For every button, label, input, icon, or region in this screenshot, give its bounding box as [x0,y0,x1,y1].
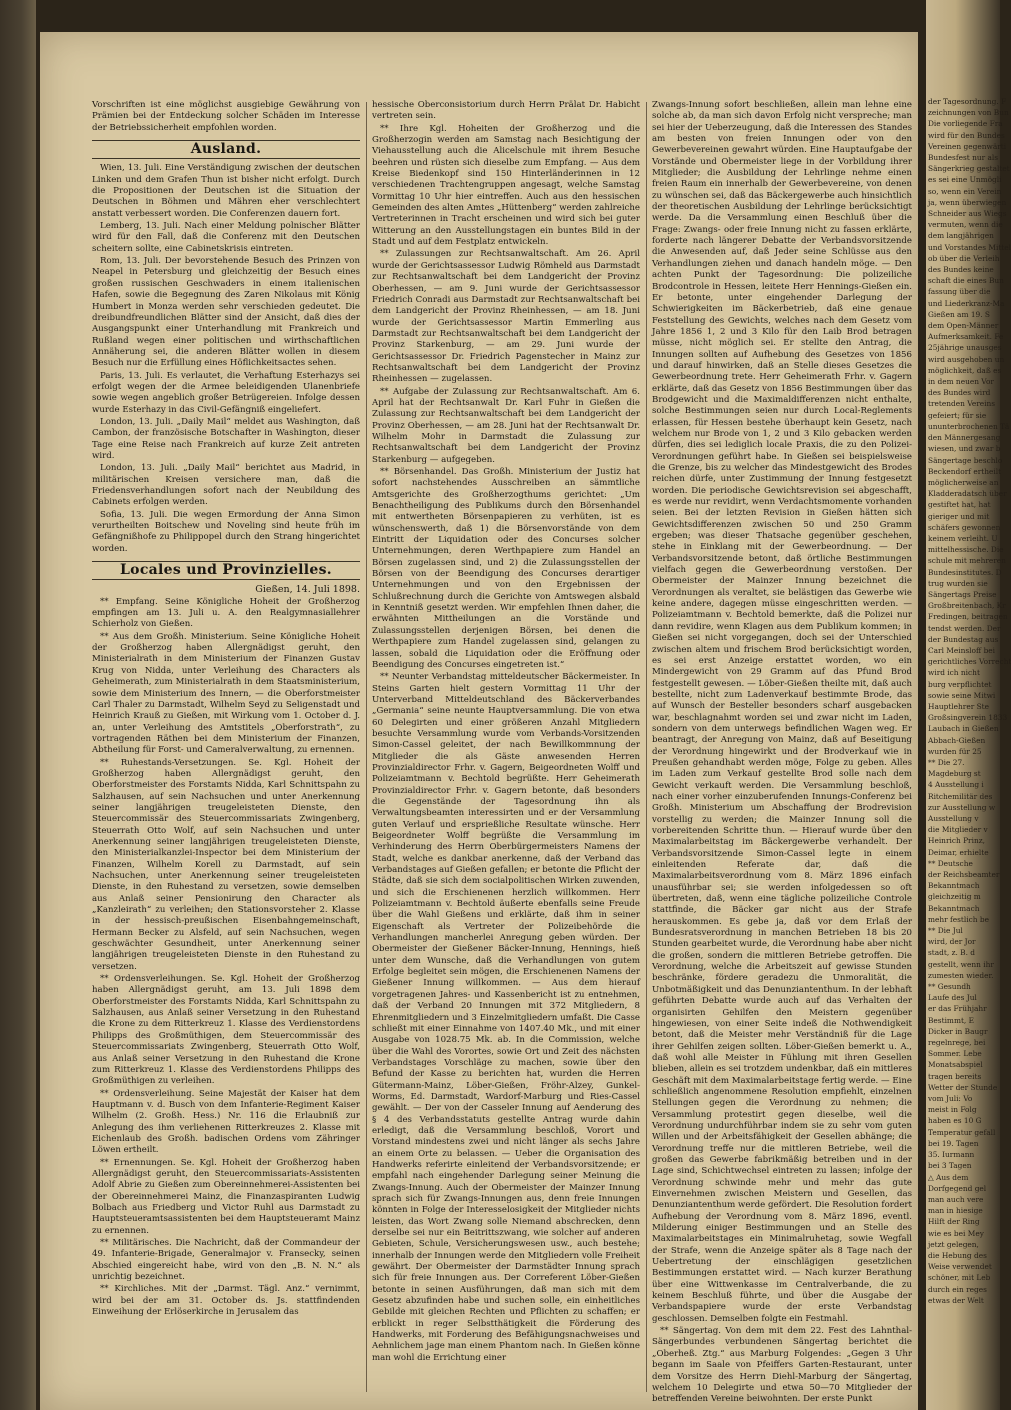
news-paragraph: London, 13. Juli. „Daily Mail“ meldet aus Washington, daß Cambon, der französische Botschafter in Washington, dieser Tage eine Reise nach Frankreich auf kurze Zeit antreten wird. [92,416,360,461]
strip-line: der Bundestag aus [928,634,999,644]
strip-line: 4 Ausstellung i [928,780,984,790]
strip-line: tendst werden. Der [928,623,1001,633]
strip-line: bei 19. Tagen [928,1138,979,1148]
news-paragraph: Sofia, 13. Juli. Die wegen Ermordung der Anna Simon verurtheilten Boitschew und Noveling sind heute früh im Gefängnißhofe zu Philippopel durch den Strang hingerichtet worden. [92,509,360,554]
strip-line: schule mit mehreren [928,556,1006,566]
section-title-ausland: Ausland. [92,140,360,159]
strip-line: Abbach-Gießen [928,735,986,745]
local-paragraph: ** Militärisches. Die Nachricht, daß der Commandeur der 49. Infanterie-Brigade, Generalmajor v. Fransecky, seinen Abschied eingereicht habe, wird von den „B. N. N.“ als unrichtig bezeichnet. [92,1238,360,1283]
news-paragraph: London, 13. Juli. „Daily Mail“ berichtet aus Madrid, in militärischen Kreisen versichere man, daß die Friedensverhandlungen sofort nach der Neubildung des Cabinets erfolgen werden. [92,463,360,508]
strip-line: Bekanntmach [928,881,980,891]
strip-line: Kladderadatsch über [928,489,1007,499]
strip-line: wird, der Jor [928,937,976,947]
strip-line: Schneider aus Wiegs [928,209,1007,219]
strip-line: Dicker in Baugr [928,1026,988,1036]
strip-line: haben es 10 G [928,1116,982,1126]
strip-line: Sängerkrieg gestaltet [928,164,1010,174]
strip-line: etwas der Welt [928,1295,984,1305]
column-rule [646,102,647,1392]
strip-line: so, wenn ein Verein [928,186,1002,196]
local-paragraph: hessische Oberconsistorium durch Herrn Prälat Dr. Habicht vertreten sein. [372,100,640,122]
strip-line: gefeiert; für sie [928,410,987,420]
strip-line: Hilft der Ring [928,1217,980,1227]
strip-line: er das Frühjahr [928,1004,987,1014]
strip-line: des Bundes keine [928,265,994,275]
strip-line: Beckendorf ertheilt [928,466,1002,476]
strip-line: gerichtliches Vorrecht [928,657,1011,667]
local-paragraph: ** Ihre Kgl. Hoheiten der Großherzog und die Großherzogin werden am Samstag nach Besichtigung der Viehausstellung auch die Alicelschule mit ihrem Besuche beehren und rüsten sich dieselbe zum Empfang. — Aus dem Kreise Biedenkopf sind 150 Hinterländerinnen in 12 verschiedenen Trachtengruppen angesagt, welche Samstag Vormittag 10 Uhr hier eintreffen. Auch aus den hessischen Gemeinden des alten Amtes „Hüttenberg“ werden zahlreiche Vertreterinnen in Tracht erscheinen und wird sich bei guter Witterung an den Ausstellungstagen ein buntes Bild in der Stadt und auf dem Festplatz entwickeln. [372,123,640,248]
strip-line: burg verpflichtet [928,679,992,689]
strip-line: schöner, mit Leb [928,1273,991,1283]
news-paragraph: Lemberg, 13. Juli. Nach einer Meldung polnischer Blätter wird für den Fall, daß die Conferenz mit den Deutschen scheitern sollte, eine Cabinetskrisis eintreten. [92,221,360,254]
strip-line: Ritchemilitär des [928,791,993,801]
strip-line: zeichnungen von Bun [928,108,1009,118]
local-paragraph: ** Ordensverleihung. Seine Majestät der Kaiser hat dem Hauptmann v. d. Busch von dem Infanterie-Regiment Kaiser Wilhelm (2. Großh. Hess.) Nr. 116 die Erlaubniß zur Anlegung des ihm verliehenen Ritterkreuzes 2. Klasse mit Eichenlaub des Großh. badischen Ordens vom Zähringer Löwen ertheilt. [92,1088,360,1156]
strip-line: zur Ausstellung w [928,802,996,812]
strip-line: wird ausgehoben un [928,354,1005,364]
strip-line: Fredingen, beitragen [928,612,1008,622]
strip-line: Monatsabspiel [928,1060,983,1070]
local-paragraph: ** Börsenhandel. Das Großh. Ministerium der Justiz hat sofort nachstehendes Ausschreiben an sämmtliche Amtsgerichte des Großherzogthums gerichtet: „Um Benachtheiligung des Publikums durch den Börsenhandel mit entwertheten Börsenpapieren zu verhüten, ist es wünschenswerth, daß 1) die Börsenvorstände von dem Eintritt der Liquidation oder des Concurses solcher Unternehmungen, deren Werthpapiere zum Handel an Börsen zugelassen sind, und 2) die Zulassungsstellen der Börsen von der Beendigung des Concurses derartiger Unternehmungen und von den Ergebnissen der Schlußrechnung durch die Gerichte von Amtswegen alsbald in Kenntniß gesetzt werden. Wir empfehlen Ihnen daher, die erwähnten Mittheilungen an die Vorstände und Zulassungsstellen derjenigen Börsen, bei denen die Werthpapiere zum Handel zugelassen sind, gelangen zu lassen, sobald die Liquidation oder die Eröffnung oder Beendigung des Concurses eingetreten ist.“ [372,467,640,670]
strip-line: Dorfgegend gel [928,1183,987,1193]
local-paragraph: ** Empfang. Seine Königliche Hoheit der Großherzog empfingen am 13. Juli u. A. den Realgymnasiallehrer Schierholz von Gießen. [92,596,360,630]
strip-line: Großbreitenbach, Kr [928,601,1006,611]
strip-line: ** Gesundh [928,982,971,992]
strip-line: stadt, z. B. d [928,948,976,958]
strip-line: man in hiesige [928,1206,983,1216]
strip-line: durch ein reges [928,1284,987,1294]
strip-line: Hauptlehrer Ste [928,701,990,711]
local-paragraph: ** Ordensverleihungen. Se. Kgl. Hoheit der Großherzog haben Allergnädigst geruht, am 13. Juli 1898 dem Oberforstmeister des Forstamts Nidda, Karl Schnittspahn zu Salzhausen, aus Anlaß seiner Versetzung in den Ruhestand die Krone zu dem Ritterkreuz 1. Klasse des Verdienstordens Philipps des Großmüthigen, dem Steuercommissär des Steuercommissariats Zwingenberg, Steuerrath Otto Wolf, aus Anlaß seiner Versetzung in den Ruhestand die Krone zum Ritterkreuz 1. Klasse des Verdienstordens Philipps des Großmüthigen zu verleihen. [92,974,360,1087]
strip-line: die Mitglieder v [928,825,988,835]
strip-line: ** Die 27. [928,757,965,767]
strip-line: schaft die eines Bun [928,276,1004,286]
strip-line: Temperatur gefall [928,1127,996,1137]
column-rule [366,102,367,1392]
news-paragraph: Paris, 13. Juli. Es verlautet, die Verhaftung Esterhazys sei erfolgt wegen der die Armee beleidigenden Ulanenbriefe sowie wegen angeblich großer Betrügereien. Infolge dessen wurde Esterhazy in das Civil-Gefängniß eingeliefert. [92,370,360,415]
strip-line: wurden für 25 [928,746,982,756]
local-paragraph: ** Kirchliches. Mit der „Darmst. Tägl. Anz.“ vernimmt, wird bei der am 31. October ds. Js. stattfindenden Einweihung der Erlöserkirche in Jerusalem das [92,1284,360,1318]
scan-background-left [0,0,36,1410]
local-paragraph: ** Sängertag. Von dem mit dem 22. Fest des Lahnthal-Sängerbundes verbundenen Sängertag berichtet die „Oberheß. Ztg.“ aus Marburg Folgendes: „Gegen 3 Uhr begann im Saale von Pfeiffers Garten-Restaurant, unter dem Vorsitze des Herrn Diehl-Marburg der Sängertag, welchem 10 Delegirte und etwa 50—70 Mitglieder der betreffenden Vereine beiwohnten. Der erste Punkt [652,1326,912,1405]
strip-line: zumesten wieder. [928,970,994,980]
strip-line: Ausstellung v [928,814,979,823]
local-paragraph: ** Ernennungen. Se. Kgl. Hoheit der Großherzog haben Allergnädigst geruht, den Steuercommissariats-Assistenten Adolf Abrie zu Gießen zum Obereinnehmerei-Assistenten bei der Obereinnehmerei Mainz, die Finanzaspiranten Ludwig Bolbach aus Friedberg und Victor Ruhl aus Darmstadt zu Hauptsteueramtsassistenten bei dem Hauptsteueramt Mainz zu ernennen. [92,1157,360,1236]
strip-line: Bekanntmach [928,903,980,913]
strip-line: Bundesfest nur als [928,153,999,163]
strip-line: Laubach in Gießen [928,724,999,734]
strip-line: in dem neuen Vor [928,377,994,387]
strip-line: gestellt, wenn ihr [928,959,994,969]
strip-line: Sängertage beschlo [928,455,1003,465]
strip-line: trug wurden sie [928,578,988,588]
strip-line: ja, wenn überwiegen [928,197,1007,207]
strip-line: und Vorstandes Mittel [928,242,1011,252]
strip-line: gestiftet hat, hat [928,500,991,510]
strip-line: möglicherweise an [928,477,999,487]
strip-line: mehr festlich be [928,914,989,924]
strip-line: Großsingverein 1833 [928,713,1008,723]
column-1 [92,100,360,1400]
strip-line: ** Deutsche [928,858,973,868]
strip-line: ununterbrochenen Tä [928,421,1010,431]
local-paragraph: ** Aus dem Großh. Ministerium. Seine Königliche Hoheit der Großherzog haben Allergnädigst geruht, den Ministerialrath in dem Ministerium der Finanzen Gustav Krug von Nidda, unter Verleihung des Characters als Geheimerath, zum Ministerialrath in dem Staatsministerium, sowie dem Ministerium des Innern, — die Oberforstmeister Carl Thaler zu Darmstadt, Wilhelm Seyd zu Seligenstadt und Heinrich Krauß zu Gießen, mit Wirkung vom 1. October d. J. an, unter Verleihung des Amtstitels „Oberforstrath“, zu vortragenden Räthen bei dem Ministerium der Finanzen, Abtheilung für Forst- und Cameralverwaltung, zu ernennen. [92,631,360,756]
strip-line: Deimar, erhielte [928,847,989,857]
strip-line: vom Juli: Vo [928,1094,973,1104]
strip-line: tragen bereits [928,1071,982,1081]
local-paragraph: Zwangs-Innung sofort beschließen, allein man lehne eine solche ab, da man sich davon Erfolg nicht verspreche; man sei hier der Ueberzeugung, daß die Interessen des Standes am besten von freien Innungen oder von den Gewerbevereinen gewahrt würden. Eine Hauptaufgabe der Vorstände und Obermeister liege in der Vorbildung ihrer Mitglieder; die Ausbildung der Lehrlinge nehme einen freien Raum ein innerhalb der Gewerbevereine, von denen zu wünschen sei, daß das Bäckergewerbe auch hinsichtlich der theoretischen Ausbildung der Lehrlinge berücksichtigt werde. Da die Versammlung einen Beschluß über die Frage: Zwangs- oder freie Innung nicht zu fassen erklärte, forderte nach längerer Debatte der Verbandsvorsitzende die Anwesenden auf, daß Jeder seine Schlüsse aus den Verhandlungen ziehen und danach handeln möge. — Den achten Punkt der Tagesordnung: Die polizeiliche Brodcontrole in Hessen, leitete Herr Hennings-Gießen ein. Er betonte, unter eingehender Darlegung der Schwierigkeiten im Bäckerbetrieb, daß eine genaue Feststellung des Gewichts, welches nach dem Gesetz vom Jahre 1856 1, 2 und 3 Kilo für den Laib Brod betragen müsse, nicht möglich sei. Er stellte den Antrag, die Innungen sollten auf Aufhebung des Gesetzes von 1856 und darauf hinwirken, daß an Stelle dieses Gesetzes die Gewerbeordnung trete. Herr Geheimerath Frhr. v. Gagern erklärte, daß das Gesetz von 1856 Bestimmungen über das Brodgewicht und die Maximaldifferenzen nicht enthalte, solche Bestimmungen seien nur durch Local-Reglements erlassen, für Hessen bestehe überhaupt kein Gesetz, nach welchem nur Brode von 1, 2 und 3 Kilo gebacken werden dürfen, dies sei lediglich locale Praxis, die zu den Polizei-Verordnungen geführt habe. In Gießen sei beispielsweise die Grenze, bis zu welcher das Mindestgewicht des Brodes reichen dürfe, unter Zustimmung der Innung festgesetzt worden. Die periodische Gewichtsrevision sei abgeschafft, es werde nur revidirt, wenn Verdachtsmomente vorhanden seien. Bei der letzten Revision in Gießen hätten sich Gewichtsdifferenzen zwischen 50 und 250 Gramm ergeben; was dieser Thatsache gegenüber geschehen, stehe in Einklang mit der Gewerbeordnung. — Der Verbandsvorsitzende betont, daß örtliche Bestimmungen vielfach gegen die Gewerbeordnung verstoßen. Der Obermeister der Mainzer Innung bezeichnet die Verordnungen als veraltet, sie belästigen das Gewerbe wie keine andere, dagegen müsse eingeschritten werden. — Polizeiamtmann v. Bechtold bemerkte, daß die Polizei nur dann revidire, wenn Klagen aus dem Publikum kommen; in Gießen sei nicht vorgegangen, doch sei der Unterschied zwischen altem und frischem Brod berücksichtigt worden, es sei erst Anzeige erstattet worden, wo ein Mindergewicht von 29 Gramm auf das Pfund Brod festgestellt gewesen. — Löber-Gießen theilte mit, daß auch bestellte, nicht zum Ladenverkauf bestimmte Brode, das auf Wunsch der Besteller besonders scharf ausgebacken war, beschlagnahmt worden sei und zwar nicht im Laden, sondern von dem unterwegs befindlichen Wagen weg. Er beantragt, der Anregung von Mainz, daß auf Beseitigung der Verordnung hingewirkt und der Brodverkauf wie in Preußen gehandhabt werden möge, Folge zu geben. Alles im Laden zum Verkauf gestellte Brod solle nach dem Gewicht verkauft werden. Die Versammlung beschloß, nach einer vorher einzuberufenden Innungs-Conferenz bei Großh. Ministerium um Abschaffung der Brodrevision vorstellig zu werden; die Mainzer Innung soll die vorbereitenden Schritte thun. — Hierauf wurde über den Maximalarbeitstag im Bäckergewerbe verhandelt. Der Verbandsvorsitzende Simon-Cassel legte in einem einleitenden Referate dar, daß die Maximalarbeitsverordnung vom 8. März 1896 einfach unausführbar sei; sie werden infolgedessen so oft übertreten, daß, wenn eine tägliche polizeiliche Controle stattfinde, die Bäcker gar nicht aus der Strafe herauskommen. Es gebe ja, daß vor dem Erlaß der Bundesratsverordnung in manchen Betrieben 18 bis 20 Stunden gearbeitet wurde, die Verordnung habe aber nicht die großen, sondern die mittleren Betriebe getroffen. Die Verordnung, welche die Arbeitszeit auf gewisse Stunden beschränke, fördere geradezu die Unmoralität, die Unbotmäßigkeit und das Denunziantenthum. In der lebhaft geführten Debatte wurde auch auf das Verhalten der organisirten Gehilfen den Meistern gegenüber hingewiesen, von einer Seite indeß die Nothwendigkeit betont, daß die Meister mehr Verständniß für die Lage ihrer Gehilfen zeigen sollten. Löber-Gießen bemerkt u. A., daß wohl alle Meister in Fühlung mit ihren Gesellen blieben, allein es sei trotzdem undenkbar, daß ein mittleres Geschäft mit dem Maximalarbeitstage fertig werde. — Eine schließlich angenommene Resolution empfiehlt, einzelnen Stellungen gegen die Verordnung zu nehmen; die Versammlung protestirt gegen dieselbe, weil die Verordnung undurchführbar indem sie zu sehr vom guten Willen und der Arbeitsfähigkeit der Gesellen abhänge; die Verordnung treffe nur die mittleren Betriebe, weil die großen das Gewerbe fabrikmäßig betreiben und in der Lage sind, Schichtwechsel eintreten zu lassen; infolge der Verordnung schwinde mehr und mehr das gute Einvernehmen zwischen Meistern und Gesellen, das Denunziantenthum werde gefördert. Die Resolution fordert Aufhebung der Verordnung vom 8. März 1896, eventl. Milderung einiger Bestimmungen und an Stelle des Maximalarbeitstages ein Minimalruhetag, sowie Wegfall der Strafe, wenn die Anzeige später als 8 Tage nach der Uebertretung der einschlägigen gesetzlichen Bestimmungen erstattet wird. — Nach kurzer Berathung über eine Wittwenkasse im Centralverbande, die zu keinem Beschluß führte, und über die Ausgabe der Verbandspapiere wurde der erste Verbandstag geschlossen. Demselben folgte ein Festmahl. [652,100,912,1324]
strip-line: der Reichsbeamter [928,870,1000,880]
strip-line: Magdeburg st [928,769,981,779]
strip-line: Sängertags Preise [928,589,997,599]
newspaper-page [40,32,918,1410]
column-2 [372,100,640,1400]
news-paragraph: Wien, 13. Juli. Eine Verständigung zwischen der deutschen Linken und dem Grafen Thun ist bisher nicht erfolgt. Durch die Propositionen der Deutschen ist die Situation der Deutschen in Böhmen und Mähren eher verschlechtert anstatt verbessert worden. Die Conferenzen dauern fort. [92,163,360,219]
local-paragraph: ** Ruhestands-Versetzungen. Se. Kgl. Hoheit der Großherzog haben Allergnädigst geruht, den Oberforstmeister des Forstamts Nidda, Karl Schnittspahn zu Salzhausen, auf sein Nachsuchen und unter Anerkennung seiner langjährigen treugeleisteten Dienste, den Steuercommissär des Steuercommissariats Zwingenberg, Steuerrath Otto Wolf, auf sein Nachsuchen und unter Anerkennung seiner langjährigen treugeleisteten Dienste, den Ministerialkanzlei-Inspector bei dem Ministerium der Finanzen, Wilhelm Korell zu Darmstadt, auf sein Nachsuchen, unter Anerkennung seiner treugeleisteten Dienste, in den Ruhestand zu versetzen, sowie demselben aus Anlaß seiner Pensionirung den Character als „Kanzleirath“ zu verleihen; den Stationsvorsteher 2. Klasse in der hessisch-preußischen Eisenbahngemeinschaft, Hermann Becker zu Alsfeld, auf sein Nachsuchen, wegen geschwächter Gesundheit, unter Anerkennung seiner langjährigen treugeleisteten Dienste in den Ruhestand zu versetzen. [92,757,360,972]
strip-line: die Hebung des [928,1250,987,1260]
strip-line: des Bundes wird [928,388,991,398]
dateline: Gießen, 14. Juli 1898. [255,584,360,596]
strip-line: gleichzeitig m [928,892,981,902]
strip-line: Die vorliegende Fra [928,119,1003,129]
strip-line: ** Die Jul [928,926,963,936]
strip-line: vermuten, wenn die [928,220,1003,230]
strip-line: Gießen am 19. S [928,309,990,319]
strip-line: möglichkeit, daß es [928,365,1002,375]
strip-line: fassung über die [928,287,991,297]
column-3 [652,100,912,1405]
strip-line: der Tagesordnung. F [928,97,1007,106]
strip-line: bei 3 Tagen [928,1161,972,1171]
strip-line: es sei eine Unmögli [928,175,1002,185]
strip-line: den Männergesang [928,433,1001,443]
strip-line: wie es bei Mey [928,1228,984,1238]
local-paragraph: ** Aufgabe der Zulassung zur Rechtsanwaltschaft. Am 6. April hat der Rechtsanwalt Dr. Karl Fuhr in Gießen die Zulassung zur Rechtsanwaltschaft bei dem Landgericht der Provinz Oberhessen, — am 28. Juni hat der Rechtsanwalt Dr. Wilhelm Mohr in Darmstadt die Zulassung zur Rechtsanwaltschaft bei dem Landgericht der Provinz Starkenburg — aufgegeben. [372,386,640,465]
strip-line: gieriger und mit [928,511,990,521]
strip-line: Carl Meinsloff bei [928,645,996,655]
strip-line: ob über die Verleih [928,253,1000,263]
strip-line: dem langjährigen [928,231,994,241]
strip-line: 35. Iurmann [928,1150,975,1160]
strip-line: Vereinen gegenwärti [928,141,1007,151]
strip-line: jetzt gelegen, [928,1239,979,1249]
strip-line: meist in Folg [928,1105,977,1115]
strip-line: 25jährige unausges [928,343,1002,353]
strip-line: Wetter der Stunde [928,1082,998,1092]
strip-line: und Liederkranz-Ma [928,298,1005,308]
strip-line: Laufe des Jul [928,993,977,1003]
local-paragraph: ** Neunter Verbandstag mitteldeutscher Bäckermeister. In Steins Garten hielt gestern Vormittag 11 Uhr der Unterverband Mitteldeutschland des Bäckerverbandes „Germania“ seine neunte Hauptversammlung. Die von etwa 60 Delegirten und einer größeren Anzahl Mitgliedern besuchte Versammlung wurde vom Verbands-Vorsitzenden Simon-Cassel geleitet, der nach Bewillkommnung der Mitglieder die als Gäste anwesenden Herren Provinzialdirector Frhr. v. Gagern, Beigeordneten Wolff und Polizeiamtmann v. Bechtold begrüßte. Herr Geheimerath Provinzialdirector Frhr. v. Gagern betonte, daß besonders die Gegenstände der Tagesordnung ihn als Verwaltungsbeamten interessirten und er der Versammlung guten Verlauf und ersprießliche Resultate wünsche. Herr Beigeordneter Wolff begrüßte die Versammlung im Verhinderung des Herrn Oberbürgermeisters Namens der Stadt, welche es dankbar anerkenne, daß der Verband das Verbandstages auf Gießen gefallen; er betonte die Pflicht der Städte, daß sie sich dem socialpolitischen Wirken zuwenden, und sich die Erschienenen herzlich willkommen. Herr Polizeiamtmann v. Bechtold äußerte ebenfalls seine Freude über die Wahl Gießens und erklärte, daß ihm in seiner Eigenschaft als Vertreter der Polizeibehörde die Verhandlungen mancherlei Anregung geben würden. Der Obermeister der Gießener Bäcker-Innung, Hennings, hieß unter dem Wunsche, daß die Verhandlungen von gutem Erfolge begleitet sein mögen, die Erschienenen Namens der Gießener Innung willkommen. — Aus dem hierauf vorgetragenen Jahres- und Kassenbericht ist zu entnehmen, daß der Verband 20 Innungen mit 372 Mitgliedern, 8 Ehrenmitgliedern und 3 Einzelmitgliedern umfaßt. Die Casse schließt mit einer Einnahme von 1407.40 Mk., und mit einer Ausgabe von 1028.75 Mk. ab. In die Commission, welche über die Wahl des Vorortes, sowie Ort und Zeit des nächsten Verbandstages Vorschläge zu machen, sowie über den Befund der Kasse zu berichten hat, wurden die Herren Gütermann-Mainz, Löber-Gießen, Fröhr-Alzey, Gunkel-Worms, Ed. Darmstadt, Wardorf-Marburg und Ries-Cassel gewählt. — Der von der Casseler Innung auf Aenderung des § 4 des Verbandsstatuts gestellte Antrag wurde dahin erledigt, daß die Versammlung beschloß, Vorort und Vorstand mindestens zwei und nicht länger als sechs Jahre an einem Orte zu belassen. — Ueber die Organisation des Handwerks referirte einleitend der Verbandsvorsitzende; er empfahl nach eingehender Darlegung seiner Meinung die Zwangs-Innung. Auch der Obermeister der Mainzer Innung sprach sich für Zwangs-Innungen aus, denn freie Innungen könnten in Folge der Interesselosigkeit der Mitglieder nichts leisten, das Wort Zwang solle Niemand abschrecken, denn derselbe sei nur ein Beitrittszwang, wie solcher auf anderen Gebieten, Schule, Versicherungswesen usw., auch bestehe; innerhalb der Innungen werde den Mitgliedern volle Freiheit gewährt. Der Obermeister der Darmstädter Innung sprach sich für freie Innungen aus. Der Correferent Löber-Gießen betonte in seinen Ausführungen, daß man sich mit dem Gesetz abzufinden habe und suchen solle, ein einheitliches Gebilde mit gleichen Rechten und Pflichten zu schaffen; er erblickt in reger Selbstthätigkeit die Förderung des Handwerks, mit Forderung des Befähigungsnachweises und Aehnlichem jage man einem Phantom nach. In Gießen könne man wohl die Errichtung einer [372,672,640,1363]
strip-line: Bestimmt, E [928,1015,975,1025]
strip-line: dem Open-Männer [928,321,999,331]
local-paragraph: ** Zulassungen zur Rechtsanwaltschaft. Am 26. April wurde der Gerichtsassessor Ludwig Römheld aus Darmstadt zur Rechtsanwaltschaft bei dem Landgericht der Provinz Oberhessen, — am 9. Juni wurde der Gerichtsassessor Friedrich Conradi aus Darmstadt zur Rechtsanwaltschaft bei dem Landgericht der Provinz Rheinhessen, — am 18. Juni wurde der Gerichtsassessor Martin Emmerling aus Darmstadt zur Rechtsanwaltschaft bei dem Landgericht der Provinz Starkenburg, — am 29. Juni wurde der Gerichtsassessor Dr. Friedrich Pagenstecher in Mainz zur Rechtsanwaltschaft bei dem Landgericht der Provinz Rheinhessen — zugelassen. [372,249,640,385]
strip-line: wiesen, und zwar b [928,444,1001,454]
strip-line: mittelhessische. Die [928,545,1004,555]
strip-line: schäfers gewonnen [928,522,1001,532]
strip-line: regelnrege, bei [928,1038,986,1048]
strip-line: sowie seine Mitwi [928,690,996,700]
news-paragraph: Rom, 13. Juli. Der bevorstehende Besuch des Prinzen von Neapel in Petersburg und gleichzeitig der Besuch eines großen russischen Geschwaders in einem italienischen Hafen, sowie die Begegnung des Zaren Nikolaus mit König Humbert in Monza werden sehr verschieden gedeutet. Die dreibundfreundlichen Blätter sind der Ansicht, daß dies der Ausgangspunkt einer Unterhandlung mit Frankreich und Rußland wegen einer politischen und wirthschaftlichen Annäherung sei, die anderen Blätter wollen in diesem Besuch nur die Erfüllung eines Höflichkeitsactes sehen. [92,256,360,369]
strip-line: tretenden Vereins [928,399,996,409]
strip-line: Aufmerksamkeit. Fe [928,332,1004,342]
section-title-locales: Locales und Provinzielles. [92,561,360,580]
strip-line: wird für den Bundes [928,130,1005,140]
adjacent-page-strip [928,96,1011,1396]
intro-paragraph: Vorschriften ist eine möglichst ausgiebige Gewährung von Prämien bei der Entdeckung solcher Schäden im Interesse der Betriebssicherheit empfohlen worden. [92,100,360,133]
strip-line: Sommer. Lebe [928,1049,982,1059]
strip-line: Bundesinstitutes. D [928,567,1002,577]
strip-line: wird ich nicht [928,668,980,678]
strip-line: man auch vere [928,1194,984,1204]
strip-line: Weise verwendet [928,1262,992,1272]
strip-line: Heinrich Prinz, [928,836,985,846]
strip-line: △ Aus dem [928,1172,969,1182]
strip-line: keinem verleiht. U [928,533,998,543]
